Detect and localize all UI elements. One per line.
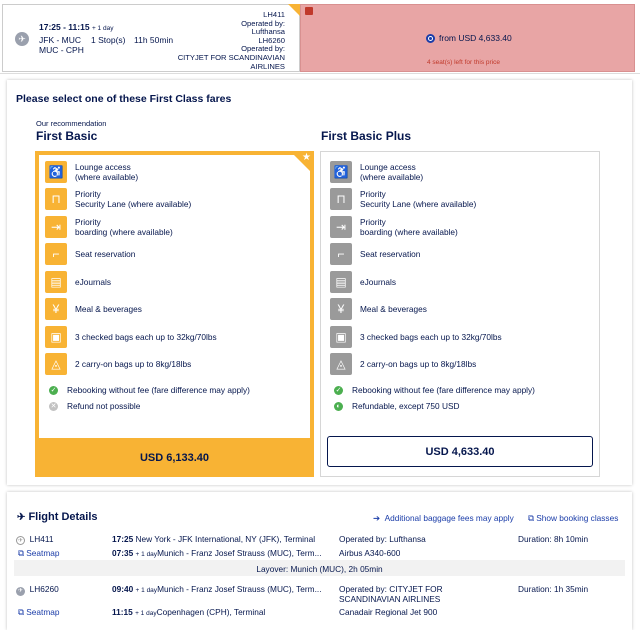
feature-item — [324, 241, 420, 267]
feature-item — [39, 351, 191, 377]
feature-label: Seat reservation — [75, 249, 136, 259]
segment-2-duration: Duration: 1h 35min — [518, 584, 589, 594]
segment-1-seatmap-link[interactable]: ⧉ Seatmap — [18, 548, 60, 558]
flight-number-1: LH411 — [263, 10, 285, 19]
check-icon: ✓ — [335, 387, 342, 394]
arrow-right-icon: ➔ — [373, 513, 380, 523]
seat-icon: ⌐ — [330, 243, 352, 265]
price-radio[interactable] — [426, 34, 435, 43]
priority-boarding-icon: ⇥ — [330, 216, 352, 238]
segment-1-flight: ✈ LH411 — [17, 534, 54, 544]
feature-label: Priority Security Lane (where available) — [360, 189, 477, 209]
flight-summary — [0, 0, 640, 74]
lounge-icon: ♿ — [45, 161, 67, 183]
seat-icon: ⌐ — [45, 243, 67, 265]
selected-price-cell[interactable] — [300, 4, 635, 72]
external-link-icon: ⧉ — [528, 513, 534, 523]
details-title — [17, 511, 98, 523]
priority-security-icon: ⊓ — [45, 188, 67, 210]
fare-name-basic: First Basic — [36, 129, 98, 143]
feature-label: 2 carry-on bags up to 8kg/18lbs — [360, 359, 477, 369]
feature-item — [324, 159, 423, 185]
priority-boarding-icon: ⇥ — [45, 216, 67, 238]
recommendation-label: Our recommendation — [36, 119, 107, 128]
segment-2-aircraft: Canadair Regional Jet 900 — [339, 607, 438, 617]
condition-list-basic — [39, 383, 310, 413]
feature-label: Meal & beverages — [75, 304, 142, 314]
feature-item — [39, 324, 217, 350]
priority-security-icon: ⊓ — [330, 188, 352, 210]
meal-icon: ¥ — [330, 298, 352, 320]
feature-item — [324, 269, 396, 295]
condition-label: Refund not possible — [67, 401, 141, 411]
airplane-icon: ✈ — [15, 32, 29, 46]
condition-item — [49, 383, 250, 397]
feature-item — [39, 186, 191, 212]
feature-label: 3 checked bags each up to 32kg/70lbs — [75, 332, 217, 342]
feature-label: Lounge access (where available) — [75, 162, 139, 182]
checked-bag-icon: ▣ — [45, 326, 67, 348]
feature-label: Lounge access (where available) — [360, 162, 424, 182]
details-title-text: Flight Details — [28, 511, 98, 523]
feature-label: eJournals — [75, 277, 111, 287]
feature-item — [39, 214, 173, 240]
segment-2-operator: Operated by: CITYJET FOR SCANDINAVIAN AIRLINES — [339, 584, 443, 604]
condition-item — [49, 399, 140, 413]
external-link-icon: ⧉ — [18, 548, 24, 558]
condition-label: Rebooking without fee (fare difference may apply) — [67, 385, 250, 395]
feature-label: Priority boarding (where available) — [75, 217, 173, 237]
stops-count: 1 Stop(s) — [91, 35, 126, 45]
feature-label: Meal & beverages — [360, 304, 427, 314]
feature-label: 2 carry-on bags up to 8kg/18lbs — [75, 359, 192, 369]
fare-name-plus: First Basic Plus — [321, 129, 412, 143]
day-offset: + 1 day — [91, 25, 114, 32]
feature-list-basic — [39, 155, 310, 395]
partial-icon: ◐ — [334, 402, 343, 411]
segment-2-arrival: 11:15 + 1 dayCopenhagen (CPH), Terminal — [112, 607, 266, 617]
fare-heading: Please select one of these First Class fares — [16, 93, 232, 105]
carry-on-bag-icon: ◬ — [45, 353, 67, 375]
ejournal-icon: ▤ — [45, 271, 67, 293]
feature-label: eJournals — [360, 277, 396, 287]
feature-item — [39, 159, 138, 185]
segment-1-duration: Duration: 8h 10min — [518, 534, 589, 544]
condition-label: Rebooking without fee (fare difference may apply) — [352, 385, 535, 395]
departure-icon: ✈ — [17, 538, 24, 544]
feature-item — [324, 351, 476, 377]
condition-item — [334, 399, 459, 413]
seats-left: 4 seat(s) left for this price — [427, 59, 500, 66]
booking-classes-link[interactable]: ⧉ Show booking classes — [528, 513, 619, 523]
feature-item — [324, 324, 502, 350]
condition-list-plus — [324, 383, 595, 413]
price-button-plus[interactable]: USD 4,633.40 — [327, 436, 593, 467]
fare-selection-card — [7, 80, 632, 485]
condition-label: Refundable, except 750 USD — [352, 401, 460, 411]
ejournal-icon: ▤ — [330, 271, 352, 293]
condition-item — [334, 383, 535, 397]
feature-label: Priority boarding (where available) — [360, 217, 458, 237]
operated-by-label-1: Operated by: — [241, 18, 285, 28]
operator-info — [145, 11, 285, 71]
baggage-fees-link[interactable]: ➔ Additional baggage fees may apply — [373, 513, 514, 523]
feature-label: 3 checked bags each up to 32kg/70lbs — [360, 332, 502, 342]
feature-item — [39, 241, 135, 267]
from-price: from USD 4,633.40 — [439, 33, 512, 43]
segment-2-flight: ✈ LH6260 — [17, 584, 59, 594]
lounge-icon: ♿ — [330, 161, 352, 183]
feature-label: Priority Security Lane (where available) — [75, 189, 192, 209]
fare-option-plus[interactable] — [320, 151, 600, 477]
carry-on-bag-icon: ◬ — [330, 353, 352, 375]
total-duration: 11h 50min — [134, 35, 174, 45]
segment-2-seatmap-link[interactable]: ⧉ Seatmap — [18, 607, 60, 617]
airplane-icon: ✈ — [17, 512, 26, 523]
corner-flag — [288, 4, 300, 16]
external-link-icon: ⧉ — [18, 607, 24, 617]
feature-label: Seat reservation — [360, 249, 421, 259]
operator-1: Lufthansa — [251, 27, 285, 37]
selected-indicator — [305, 7, 313, 15]
check-icon: ✓ — [50, 387, 57, 394]
segment-1-aircraft: Airbus A340-600 — [339, 548, 401, 558]
layover-text: Layover: Munich (MUC), 2h 05min — [256, 564, 383, 574]
feature-item — [39, 296, 142, 322]
cross-icon: ✕ — [50, 403, 57, 410]
route-outbound: JFK - MUC — [39, 35, 82, 45]
operator-2: CITYJET FOR SCANDINAVIAN AIRLINES — [177, 52, 285, 71]
segment-1-departure: 17:25 New York - JFK International, NY (JFK), Terminal — [112, 534, 316, 544]
operated-by-label-2: Operated by: — [241, 44, 285, 54]
checked-bag-icon: ▣ — [330, 326, 352, 348]
feature-item — [39, 269, 111, 295]
price-radio-row[interactable] — [426, 33, 512, 43]
route-connection: MUC - CPH — [39, 45, 84, 55]
flight-number-2: LH6260 — [258, 35, 285, 45]
segment-2-departure: 09:40 + 1 dayMunich - Franz Josef Strauss (MUC), Term... — [112, 584, 322, 594]
segment-1-operator: Operated by: Lufthansa — [339, 534, 426, 544]
price-button-basic[interactable]: USD 6,133.40 — [139, 451, 210, 464]
segment-1-arrival: 07:35 + 1 dayMunich - Franz Josef Strauss (MUC), Term... — [112, 548, 322, 558]
flight-details-panel — [7, 492, 632, 630]
feature-item — [324, 186, 476, 212]
flight-summary-info[interactable] — [2, 4, 300, 72]
star-icon: ★ — [302, 152, 311, 163]
airplane-icon: ✈ — [17, 588, 24, 594]
feature-item — [324, 296, 427, 322]
fare-option-basic[interactable] — [35, 151, 314, 477]
flight-times: 17:25 - 11:15 + 1 day — [39, 22, 114, 32]
feature-list-plus — [324, 155, 595, 395]
feature-item — [324, 214, 458, 240]
meal-icon: ¥ — [45, 298, 67, 320]
